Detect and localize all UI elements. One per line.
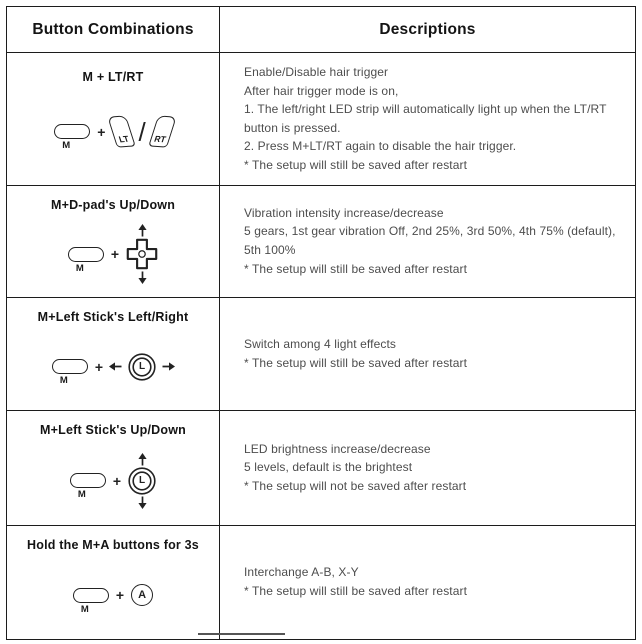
header-row <box>7 7 636 53</box>
combo-icons <box>7 212 219 297</box>
right-arrow-icon <box>162 361 175 372</box>
lt-button-label: LT <box>117 133 131 145</box>
button-combinations-table <box>6 6 636 640</box>
a-button-label: A <box>138 589 147 602</box>
combo-title: M+Left Stick's Left/Right <box>37 309 189 324</box>
left-stick-icon <box>128 467 156 495</box>
description-cell <box>220 297 636 410</box>
m-button-icon <box>52 359 88 387</box>
rt-button-icon <box>148 116 176 148</box>
combo-title: M+D-pad's Up/Down <box>50 197 176 212</box>
m-button-label: M <box>75 262 84 274</box>
m-button-label: M <box>62 140 71 152</box>
description-line: Enable/Disable hair trigger <box>244 65 389 79</box>
description-line: * The setup will still be saved after restart <box>244 584 468 599</box>
table-row-m-dpad <box>7 185 636 297</box>
combo-icons <box>7 324 219 410</box>
column-header-button-combinations: Button Combinations <box>7 7 220 53</box>
combo-icons <box>7 437 219 525</box>
plus-sign: + <box>97 123 106 140</box>
description-line: * The setup will still be saved after restart <box>244 355 468 370</box>
description-line: Interchange A-B, X-Y <box>244 565 359 580</box>
description-line: * The setup will still be saved after restart <box>244 157 468 172</box>
description-line: Switch among 4 light effects <box>244 336 396 351</box>
combo-icons <box>7 84 219 179</box>
plus-sign: + <box>115 587 125 604</box>
left-stick-icon <box>128 353 156 381</box>
plus-sign: + <box>110 246 120 263</box>
description-cell <box>220 185 636 297</box>
rt-button-label: RT <box>152 133 167 145</box>
combo-cell <box>7 185 220 297</box>
combo-cell <box>7 525 220 639</box>
stick-label: L <box>139 361 146 373</box>
combo-cell <box>7 410 220 525</box>
description-line: * The setup will still be saved after restart <box>244 261 468 276</box>
combo-cell <box>7 297 220 410</box>
down-arrow-icon <box>137 271 148 284</box>
stick-with-arrows <box>128 453 156 509</box>
dpad-with-arrows <box>126 224 158 284</box>
table-row-m-a-hold <box>7 525 636 639</box>
column-header-descriptions: Descriptions <box>220 7 636 53</box>
a-button-icon <box>131 584 153 606</box>
m-button-label: M <box>77 489 86 501</box>
m-button-label: M <box>59 375 68 387</box>
table-row-m-stick-vertical <box>7 410 636 525</box>
down-arrow-icon <box>137 496 148 509</box>
description-cell <box>220 410 636 525</box>
dpad-icon <box>126 238 158 270</box>
slash-separator: / <box>138 116 146 147</box>
combo-title: M+Left Stick's Up/Down <box>40 422 186 437</box>
description-cell <box>220 525 636 639</box>
description-line: After hair trigger mode is on, <box>244 83 399 98</box>
left-arrow-icon <box>109 361 122 372</box>
description-line: 5 levels, default is the brightest <box>244 460 413 475</box>
description-line: 5 gears, 1st gear vibration Off, 2nd 25%, 3rd 50%, 4th 75% (default), 5th 100% <box>244 224 616 258</box>
description-line: LED brightness increase/decrease <box>244 441 431 456</box>
table-row-m-lt-rt <box>7 53 636 186</box>
plus-sign: + <box>112 472 122 489</box>
table-row-m-stick-horizontal <box>7 297 636 410</box>
m-button-label: M <box>80 603 89 615</box>
up-arrow-icon <box>137 453 148 466</box>
m-button-icon <box>73 588 109 615</box>
plus-sign: + <box>94 358 104 375</box>
m-button-icon <box>70 473 106 501</box>
m-button-icon <box>54 124 90 152</box>
description-line: * The setup will not be saved after restart <box>244 478 467 493</box>
description-cell <box>220 53 636 186</box>
lt-button-icon <box>108 116 136 148</box>
description-line: Vibration intensity increase/decrease <box>244 205 444 220</box>
combo-title: Hold the M+A buttons for 3s <box>27 537 199 552</box>
description-line: 2. Press M+LT/RT again to disable the hair trigger. <box>244 139 517 154</box>
combo-cell <box>7 53 220 186</box>
stick-label: L <box>139 475 146 487</box>
combo-title: M + LT/RT <box>82 70 144 85</box>
description-line: 1. The left/right LED strip will automatically light up when the LT/RT button is pressed. <box>244 102 607 135</box>
footer-line <box>198 633 285 635</box>
up-arrow-icon <box>137 224 148 237</box>
m-button-icon <box>68 247 104 274</box>
combo-icons <box>7 552 219 639</box>
